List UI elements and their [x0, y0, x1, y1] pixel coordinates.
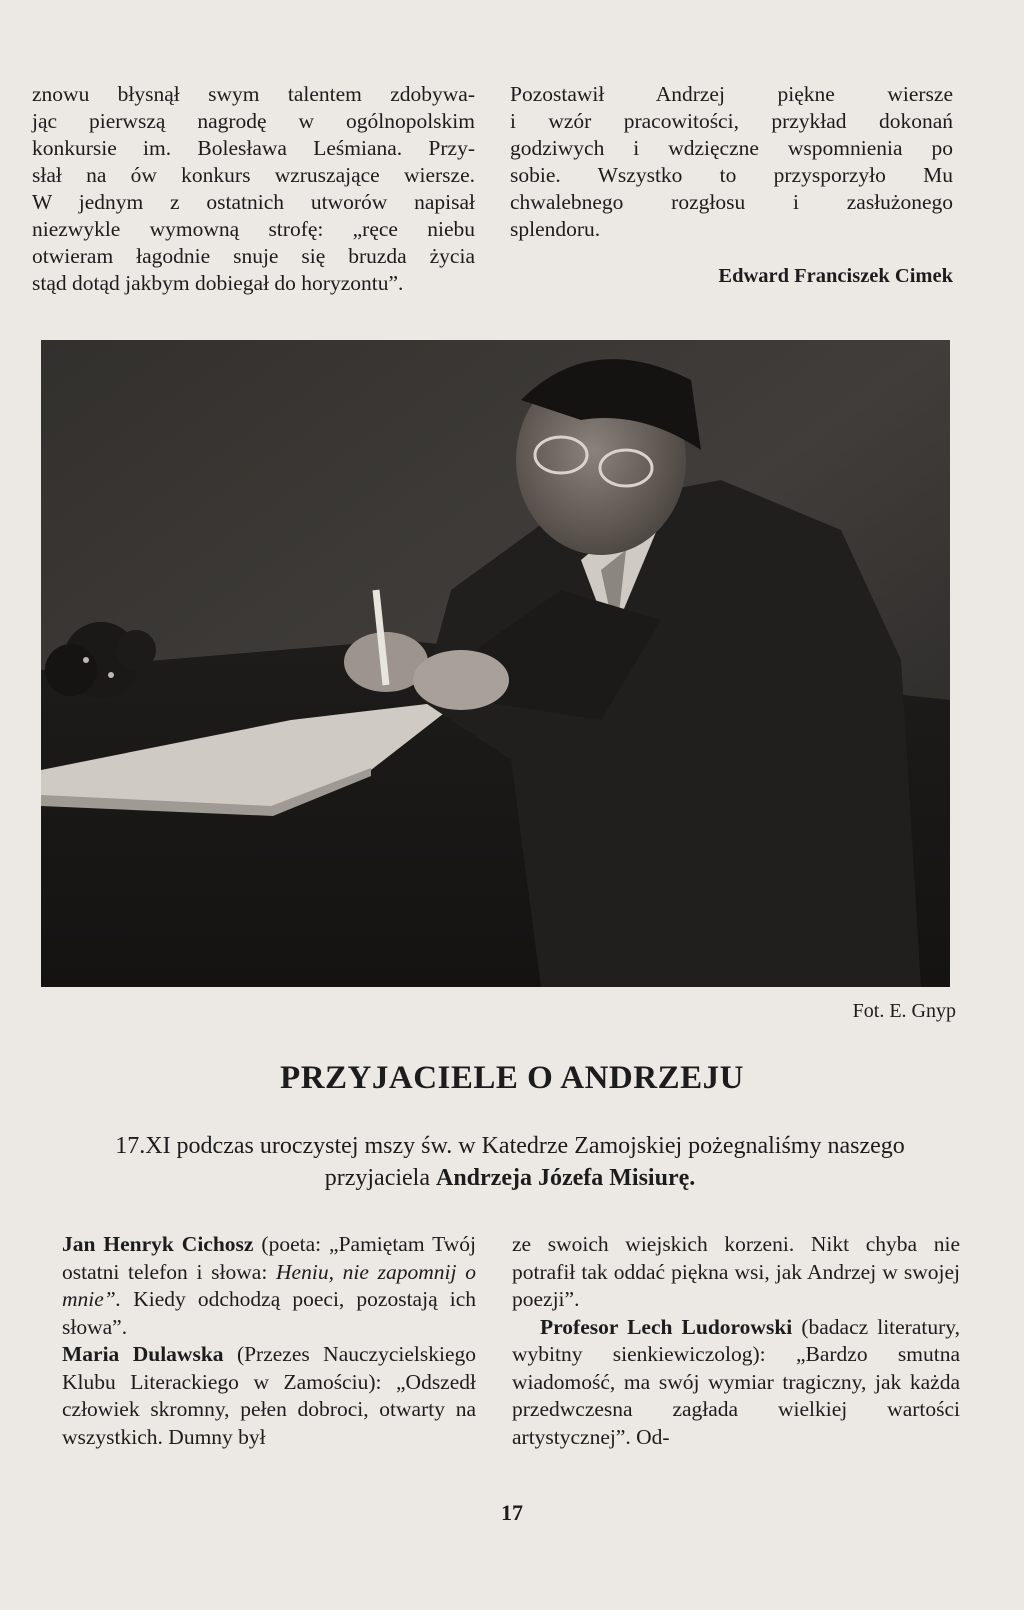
tribute-text: ze swoich wiejskich korzeni. Nikt chyba nie potrafił tak oddać piękna wsi, jak Andrzej w swojej poezji”. [512, 1232, 960, 1311]
text-line: chwalebnego rozgłosu i zasłużonego [510, 190, 953, 214]
top-left-column [32, 81, 475, 297]
text-line: godziwych i wdzięczne wspomnienia po [510, 136, 953, 160]
text-line: konkursie im. Bolesława Leśmiana. Przy- [32, 136, 475, 160]
bottom-left-column [62, 1231, 476, 1451]
text-line: sobie. Wszystko to przysporzyło Mu [510, 163, 953, 187]
section-heading: PRZYJACIELE O ANDRZEJU [280, 1060, 744, 1096]
text-line: i wzór pracowitości, przykład dokonań [510, 109, 953, 133]
text-line: W jednym z ostatnich utworów napisał [32, 190, 475, 214]
tribute-author: Maria Dulawska [62, 1342, 224, 1366]
tribute-quote: Heniu, nie zapomnij o mnie”. [62, 1259, 476, 1311]
page-number: 17 [501, 1500, 523, 1525]
text-line: znowu błysnął swym talentem zdobywa- [32, 82, 475, 106]
text-line: słał na ów konkurs wzruszające wiersze. [32, 163, 475, 187]
tribute-paragraph [512, 1314, 960, 1452]
text-line: niezwykle wymowną strofę: „ręce niebu [32, 217, 475, 241]
intro-text: 17.XI podczas uroczystej mszy św. w Katedrze Zamojskiej pożegnaliśmy naszego przyjaciela [115, 1133, 905, 1191]
bottom-right-column [512, 1231, 960, 1451]
intro-paragraph [60, 1130, 960, 1194]
text-line: splendoru. [510, 217, 601, 241]
author-signature: Edward Franciszek Cimek [718, 265, 953, 287]
intro-name: Andrzeja Józefa Misiurę. [436, 1165, 696, 1191]
text-line: stąd dotąd jakbym dobiegał do horyzontu”. [32, 271, 404, 295]
tribute-text: Kiedy odchodzą poeci, pozostają ich słowa”. [62, 1287, 476, 1339]
text-line: jąc pierwszą nagrodę w ogólnopolskim [32, 109, 475, 133]
photo-man-signing-book [41, 340, 950, 987]
tribute-text: (badacz literatury, wybitny sienkiewiczolog): „Bardzo smutna wiadomość, ma swój wymiar tragiczny, jak każda przedwczesna zagłada wielkiej wartości artystycznej”. Od- [512, 1314, 960, 1449]
tribute-paragraph [62, 1341, 476, 1451]
text-line: Pozostawił Andrzej piękne wiersze [510, 82, 953, 106]
tribute-text: (poeta: „Pamiętam Twój ostatni telefon i słowa: [62, 1232, 476, 1284]
photo-illustration [41, 340, 950, 987]
tribute-paragraph [62, 1231, 476, 1341]
tribute-text: (Przezes Nauczycielskiego Klubu Literackiego w Zamościu): „Odszedł człowiek skromny, pełen dobroci, otwarty na wszystkich. Dumny był [62, 1342, 476, 1449]
tribute-author: Profesor Lech Ludorowski [540, 1314, 793, 1339]
tribute-author: Jan Henryk Cichosz [62, 1232, 254, 1256]
top-right-column [510, 81, 953, 290]
text-line: otwieram łagodnie snuje się bruzda życia [32, 244, 475, 268]
tribute-paragraph [512, 1231, 960, 1314]
photo-credit: Fot. E. Gnyp [852, 1000, 956, 1022]
